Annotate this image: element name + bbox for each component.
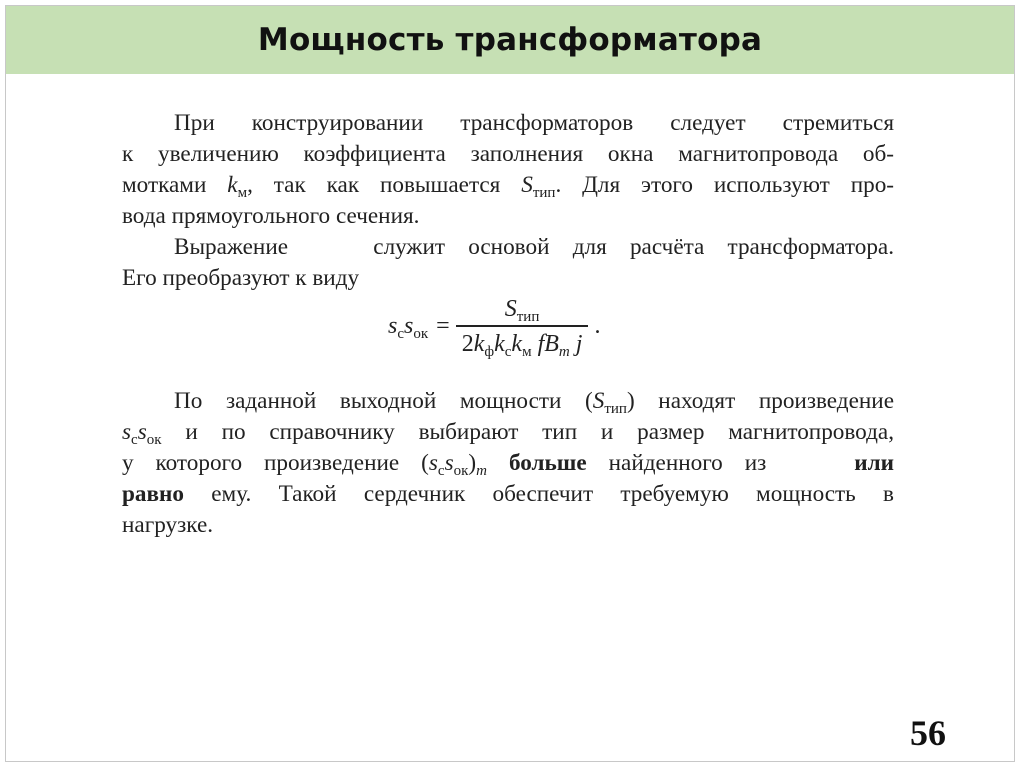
text-line: По заданной выходной мощности $(S_{тип})$ находят произведение xyxy=(174,388,894,417)
paragraph-2 xyxy=(122,232,894,294)
text-line: Выражение служит основой для расчёта трансформатора. xyxy=(174,234,895,260)
page-number: 56 xyxy=(910,713,946,753)
title-bar xyxy=(6,6,1014,74)
formula-numerator: $S_{тип}$ xyxy=(504,296,540,325)
slide-title: Мощность трансформатора xyxy=(257,22,763,58)
text-line: вода прямоугольного сечения. xyxy=(122,203,420,229)
formula-equals: = xyxy=(436,313,450,340)
text-line: Его преобразуют к виду xyxy=(122,265,360,291)
text-line: у которого произведение $(s_сs_{ок})_m$ больше найденного из или xyxy=(122,450,894,479)
formula-fraction xyxy=(456,296,589,358)
text-line: мотками $k_м$, так как повышается $S_{тип}$. Для этого используют про- xyxy=(122,172,895,201)
paragraph-1 xyxy=(122,108,894,232)
text-line: При конструировании трансформаторов следует стремиться xyxy=(174,110,894,136)
formula xyxy=(388,296,600,358)
formula-end: . xyxy=(594,313,601,340)
paragraph-3 xyxy=(122,386,894,541)
text-line: к увеличению коэффициента заполнения окна магнитопровода об- xyxy=(122,141,894,167)
text-line: $s_сs_{ок}$ и по справочнику выбирают тип и размер магнитопровода, xyxy=(122,419,894,448)
text-line: нагрузке. xyxy=(122,512,214,538)
formula-lhs: $s_сs_{ок}$ xyxy=(388,313,429,343)
text-line: равно ему. Такой сердечник обеспечит требуемую мощность в xyxy=(122,481,894,507)
formula-denominator: $2k_фk_сk_м$ $fB_m$ j xyxy=(461,330,583,360)
